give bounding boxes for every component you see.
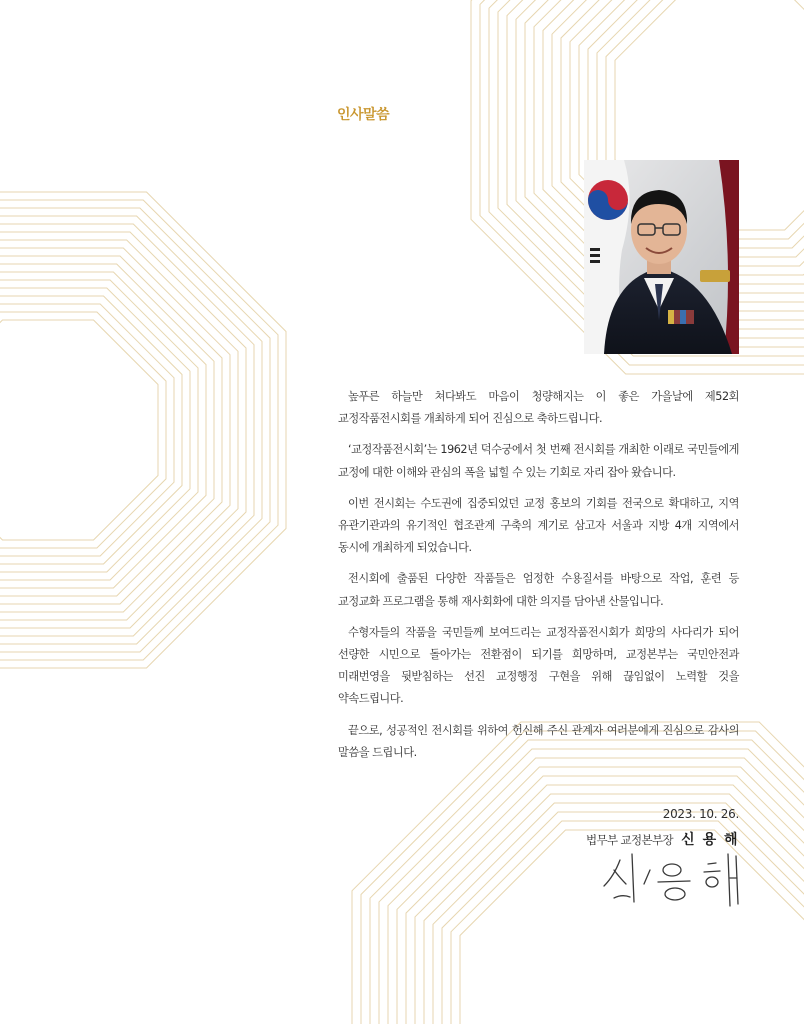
handwritten-signature: [600, 850, 750, 910]
pattern-line: [0, 280, 198, 580]
greeting-body: [338, 386, 739, 773]
pattern-line: [0, 304, 174, 556]
paragraph: 수형자들의 작품을 국민들께 보여드리는 교정작품전시회가 희망의 사다리가 되어 선량한 시민으로 돌아가는 전환점이 되기를 희망하며, 교정본부는 국민안전과 미래번영을 뒷받침하는 선진 교정행정 구현을 위해 끊임없이 노력할 것을 약속드립니다.: [338, 625, 739, 706]
pattern-line: [0, 256, 222, 604]
paragraph: 높푸른 하늘만 쳐다봐도 마음이 청량해지는 이 좋은 가을날에 제52회 교정작품전시회를 개최하게 되어 진심으로 축하드립니다.: [338, 390, 739, 426]
pattern-line: [0, 320, 158, 540]
pattern-line: [0, 192, 286, 668]
pattern-line: [0, 200, 278, 660]
page-title: 인사말씀: [337, 107, 390, 123]
pattern-line: [0, 248, 230, 612]
pattern-line: [0, 240, 238, 620]
pattern-line: [0, 216, 262, 644]
paragraph: 이번 전시회는 수도권에 집중되었던 교정 홍보의 기회를 전국으로 확대하고, 지역 유관기관과의 유기적인 협조관계 구축의 계기로 삼고자 서울과 지방 4개 지역에서 동시에 개최하게 되었습니다.: [338, 496, 739, 555]
pattern-line: [0, 224, 254, 636]
paragraph: 전시회에 출품된 다양한 작품들은 엄정한 수용질서를 바탕으로 작업, 훈련 등 교정교화 프로그램을 통해 재사회화에 대한 의지를 담아낸 산물입니다.: [338, 572, 739, 608]
pattern-line: [0, 288, 190, 572]
paragraph: ‘교정작품전시회’는 1962년 덕수궁에서 첫 번째 전시회를 개최한 이래로 국민들에게 교정에 대한 이해와 관심의 폭을 넓힐 수 있는 기회로 자리 잡아 왔습니다.: [338, 443, 739, 479]
signer-line: [586, 830, 739, 849]
date: 2023. 10. 26.: [662, 807, 739, 821]
signer-organization: 법무부 교정본부장: [585, 833, 674, 847]
pattern-line: [0, 264, 214, 596]
signer-name: 신 용 해: [681, 832, 739, 848]
pattern-line: [0, 272, 206, 588]
signature-block: [586, 806, 739, 849]
pattern-line: [0, 296, 182, 564]
pattern-line: [0, 312, 166, 548]
paragraph: 끝으로, 성공적인 전시회를 위하여 헌신해 주신 관계자 여러분에게 진심으로 감사의 말씀을 드립니다.: [338, 723, 739, 759]
pattern-line: [0, 208, 270, 652]
portrait-photo: [584, 160, 739, 354]
pattern-line: [0, 232, 246, 628]
